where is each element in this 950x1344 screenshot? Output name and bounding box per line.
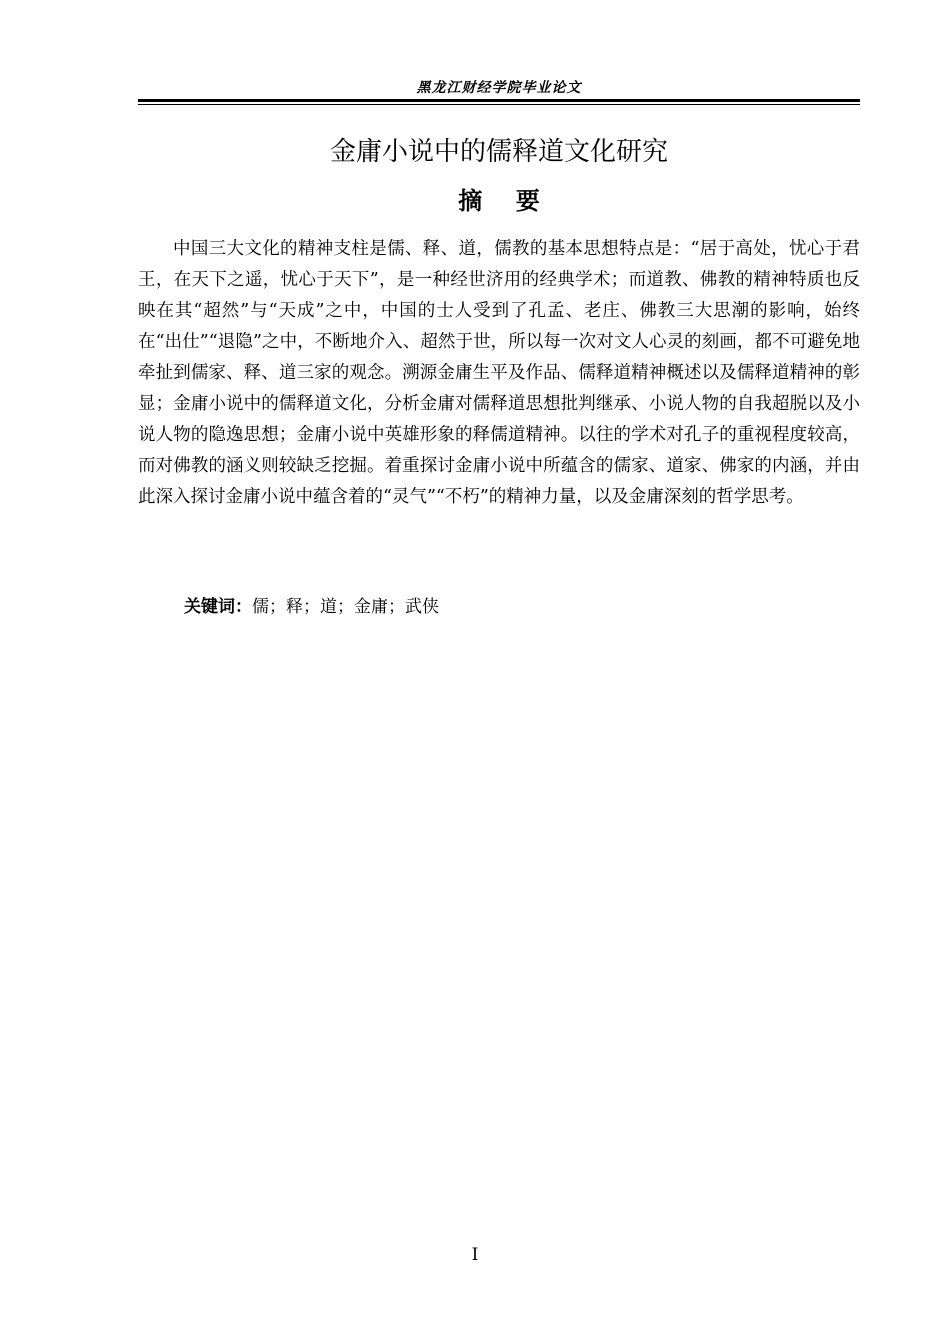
header-rule-thin — [138, 104, 860, 105]
keywords-line — [184, 593, 439, 621]
page-number: I — [471, 1245, 479, 1265]
running-header: 黑龙江财经学院毕业论文 — [416, 80, 582, 96]
keywords-label: 关键词： — [184, 597, 252, 617]
header-rule-thick — [138, 99, 860, 102]
abstract-paragraph: 中国三大文化的精神支柱是儒、释、道，儒教的基本思想特点是：“居于高处，忧心于君王，在天下之遥，忧心于天下”，是一种经世济用的经典学术；而道教、佛教的精神特质也反映在其“超然”与“天成”之中，中国的士人受到了孔孟、老庄、佛教三大思潮的影响，始终在“出仕”“退隐”之中，不断地介入、超然于世，所以每一次对文人心灵的刻画，都不可避免地牵扯到儒家、释、道三家的观念。溯源金庸生平及作品、儒释道精神概述以及儒释道精神的彰显；金庸小说中的儒释道文化，分析金庸对儒释道思想批判继承、小说人物的自我超脱以及小说人物的隐逸思想；金庸小说中英雄形象的释儒道精神。以往的学术对孔子的重视程度较高，而对佛教的涵义则较缺乏挖掘。着重探讨金庸小说中所蕴含的儒家、道家、佛家的内涵，并由此深入探讨金庸小说中蕴含着的“灵气”“不朽”的精神力量，以及金庸深刻的哲学思考。 — [138, 239, 860, 507]
keywords-list: 儒；释；道；金庸；武侠 — [252, 597, 439, 617]
thesis-title: 金庸小说中的儒释道文化研究 — [329, 137, 668, 167]
abstract-heading: 摘 要 — [458, 187, 540, 215]
